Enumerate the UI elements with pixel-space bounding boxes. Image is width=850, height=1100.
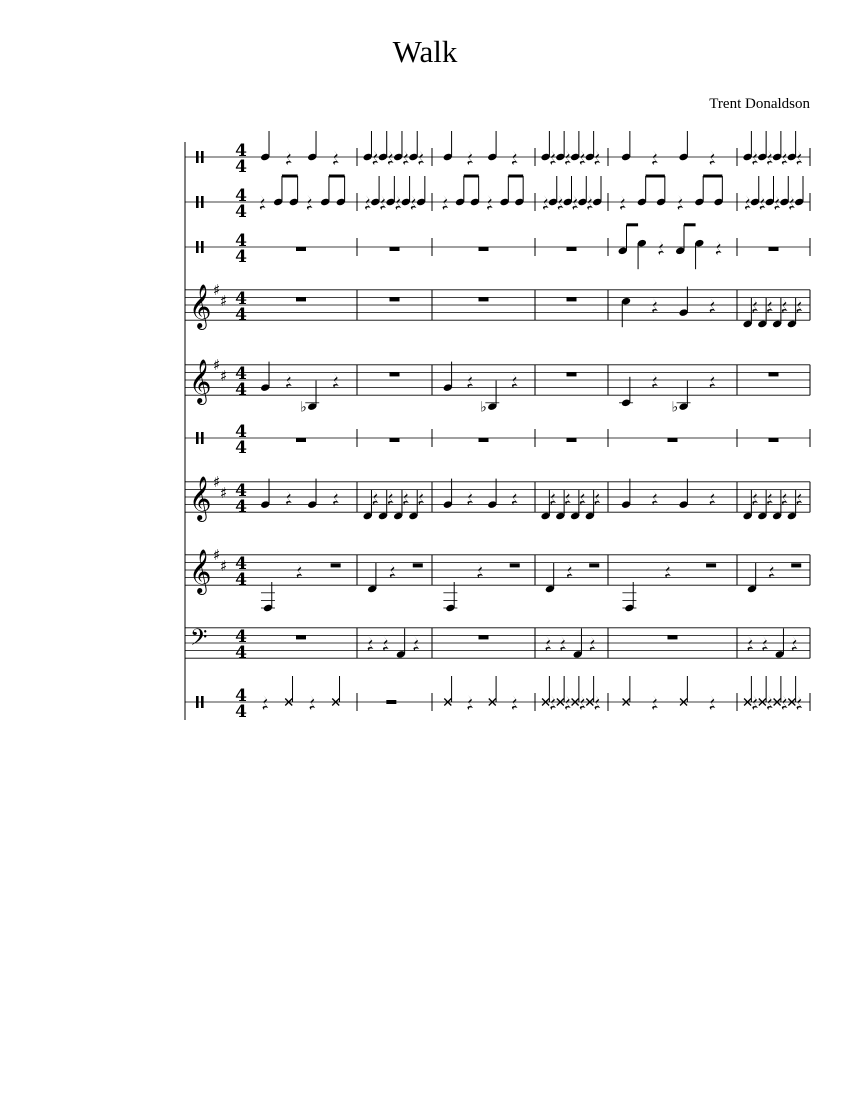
measure (567, 438, 577, 442)
quarter-rest (767, 298, 773, 313)
staff (185, 546, 810, 613)
quarter-rest (782, 150, 788, 165)
treble-clef-icon: 𝄞 (189, 476, 212, 520)
measure (545, 563, 599, 593)
quarter-rest (652, 298, 658, 313)
percussion-clef-icon (201, 196, 204, 208)
quarter-rest (443, 195, 449, 210)
key-sharp-icon: ♯ (220, 557, 228, 576)
quarter-rest (797, 298, 803, 313)
quarter-rest (752, 150, 758, 165)
whole-rest (479, 635, 489, 639)
percussion-clef-icon (201, 696, 204, 708)
measure (567, 297, 577, 301)
quarter-rest (587, 195, 593, 210)
key-sharp-icon: ♯ (213, 472, 221, 491)
quarter-rest (572, 195, 578, 210)
measure (479, 297, 489, 301)
whole-rest (668, 438, 678, 442)
whole-rest (479, 438, 489, 442)
quarter-rest (752, 490, 758, 505)
quarter-rest (546, 636, 552, 651)
quarter-rest (710, 695, 716, 710)
quarter-rest (595, 695, 601, 710)
measure (540, 490, 600, 520)
quarter-rest (413, 636, 419, 651)
quarter-rest (512, 490, 518, 505)
half-rest (510, 563, 520, 567)
time-signature-denominator: 4 (235, 570, 247, 590)
quarter-rest (286, 150, 292, 165)
time-signature-denominator: 4 (235, 438, 247, 458)
flat-icon: ♭ (300, 399, 307, 416)
measure (769, 247, 779, 251)
quarter-rest (767, 695, 773, 710)
key-sharp-icon: ♯ (220, 484, 228, 503)
quarter-rest (710, 298, 716, 313)
quarter-rest (512, 373, 518, 388)
quarter-rest (716, 240, 722, 255)
whole-rest (479, 297, 489, 301)
measure (296, 297, 306, 301)
half-rest (386, 700, 396, 704)
time-signature-denominator: 4 (235, 157, 247, 177)
measure (367, 563, 423, 593)
time-signature-numerator: 4 (235, 141, 247, 161)
quarter-rest (418, 150, 424, 165)
measure (260, 362, 339, 416)
quarter-rest (388, 150, 394, 165)
measure (363, 490, 424, 520)
half-rest (791, 563, 801, 567)
whole-rest (567, 297, 577, 301)
percussion-clef-icon (196, 241, 199, 253)
staff (185, 676, 810, 722)
quarter-rest (580, 490, 586, 505)
quarter-rest (789, 195, 795, 210)
measure (748, 628, 798, 658)
quarter-rest (550, 150, 556, 165)
staff (185, 225, 810, 269)
bass-clef-icon: 𝄢 (190, 625, 208, 656)
quarter-rest (620, 195, 626, 210)
quarter-rest (797, 695, 803, 710)
measure (546, 628, 596, 658)
measure (263, 676, 340, 710)
time-signature-denominator: 4 (235, 497, 247, 517)
time-signature-numerator: 4 (235, 686, 247, 706)
quarter-rest (467, 373, 473, 388)
measure (479, 438, 489, 442)
flat-icon: ♭ (480, 399, 487, 416)
quarter-rest (512, 150, 518, 165)
measure (769, 372, 779, 376)
quarter-rest (595, 150, 601, 165)
percussion-clef-icon (196, 432, 199, 444)
time-signature-numerator: 4 (235, 364, 247, 384)
quarter-rest (769, 563, 775, 578)
time-signature-numerator: 4 (235, 481, 247, 501)
quarter-rest (652, 373, 658, 388)
staff (185, 131, 810, 177)
measure (747, 563, 801, 593)
quarter-rest (652, 695, 658, 710)
quarter-rest (590, 636, 596, 651)
measure (540, 131, 600, 165)
quarter-rest (558, 195, 564, 210)
score-system (185, 131, 810, 722)
whole-rest (296, 438, 306, 442)
quarter-rest (774, 195, 780, 210)
measure (668, 438, 678, 442)
whole-rest (296, 635, 306, 639)
quarter-rest (286, 490, 292, 505)
measure (620, 176, 724, 210)
quarter-rest (390, 563, 396, 578)
quarter-rest (380, 195, 386, 210)
quarter-rest (745, 195, 751, 210)
quarter-rest (307, 195, 313, 210)
quarter-rest (263, 695, 269, 710)
quarter-rest (762, 636, 768, 651)
measure (390, 297, 400, 301)
quarter-rest (797, 490, 803, 505)
score-title: Walk (392, 34, 458, 69)
measure (621, 131, 715, 165)
quarter-rest (260, 195, 266, 210)
percussion-clef-icon (196, 196, 199, 208)
percussion-clef-icon (201, 151, 204, 163)
quarter-rest (487, 195, 493, 210)
time-signature-numerator: 4 (235, 422, 247, 442)
whole-rest (296, 247, 306, 251)
key-sharp-icon: ♯ (213, 355, 221, 374)
measure (390, 247, 400, 251)
quarter-rest (286, 373, 292, 388)
quarter-rest (373, 150, 379, 165)
measure (543, 176, 602, 210)
half-rest (331, 563, 341, 567)
whole-rest (390, 247, 400, 251)
quarter-rest (396, 195, 402, 210)
measure (668, 635, 678, 639)
quarter-rest (477, 563, 483, 578)
quarter-rest (782, 695, 788, 710)
measure (296, 438, 306, 442)
quarter-rest (565, 150, 571, 165)
quarter-rest (297, 563, 303, 578)
time-signature-numerator: 4 (235, 186, 247, 206)
quarter-rest (782, 298, 788, 313)
quarter-rest (710, 150, 716, 165)
measure (443, 176, 525, 210)
treble-clef-icon: 𝄞 (189, 284, 212, 328)
whole-rest (567, 372, 577, 376)
quarter-rest (411, 195, 417, 210)
whole-rest (479, 247, 489, 251)
quarter-rest (767, 150, 773, 165)
quarter-rest (678, 195, 684, 210)
quarter-rest (792, 636, 798, 651)
quarter-rest (595, 490, 601, 505)
staff (185, 473, 810, 522)
measure (386, 700, 396, 704)
measure (368, 628, 419, 658)
measure (619, 373, 715, 416)
quarter-rest (512, 695, 518, 710)
measure (365, 176, 426, 210)
quarter-rest (710, 373, 716, 388)
measure (296, 635, 306, 639)
quarter-rest (760, 195, 766, 210)
quarter-rest (652, 490, 658, 505)
quarter-rest (748, 636, 754, 651)
measure (742, 490, 802, 520)
quarter-rest (565, 695, 571, 710)
time-signature-numerator: 4 (235, 231, 247, 251)
whole-rest (567, 247, 577, 251)
quarter-rest (418, 490, 424, 505)
measure (443, 131, 518, 165)
percussion-clef-icon (196, 696, 199, 708)
measure (390, 438, 400, 442)
staff (185, 356, 810, 416)
key-sharp-icon: ♯ (220, 367, 228, 386)
measure (260, 176, 346, 210)
measure (567, 247, 577, 251)
quarter-rest (565, 490, 571, 505)
whole-rest (390, 297, 400, 301)
quarter-rest (467, 695, 473, 710)
treble-clef-icon: 𝄞 (189, 549, 212, 593)
time-signature-denominator: 4 (235, 305, 247, 325)
whole-rest (390, 372, 400, 376)
quarter-rest (388, 490, 394, 505)
composer-name: Trent Donaldson (709, 96, 810, 112)
whole-rest (296, 297, 306, 301)
measure (622, 563, 716, 612)
whole-rest (769, 372, 779, 376)
measure (260, 131, 339, 165)
percussion-clef-icon (196, 151, 199, 163)
quarter-rest (752, 695, 758, 710)
quarter-rest (467, 150, 473, 165)
whole-rest (567, 438, 577, 442)
percussion-clef-icon (201, 241, 204, 253)
quarter-rest (567, 563, 573, 578)
measure (542, 676, 600, 710)
time-signature-denominator: 4 (235, 380, 247, 400)
time-signature-numerator: 4 (235, 627, 247, 647)
staff (185, 281, 810, 330)
half-rest (589, 563, 599, 567)
measure (479, 247, 489, 251)
measure (745, 176, 804, 210)
measure (443, 563, 519, 612)
staff (185, 625, 810, 663)
measure (479, 635, 489, 639)
measure (769, 438, 779, 442)
measure (567, 372, 577, 376)
quarter-rest (652, 150, 658, 165)
quarter-rest (403, 490, 409, 505)
measure (443, 362, 518, 416)
time-signature-denominator: 4 (235, 643, 247, 663)
whole-rest (769, 247, 779, 251)
measure (296, 247, 306, 251)
staff (185, 422, 810, 458)
quarter-rest (403, 150, 409, 165)
quarter-rest (333, 490, 339, 505)
time-signature-denominator: 4 (235, 702, 247, 722)
percussion-clef-icon (201, 432, 204, 444)
treble-clef-icon: 𝄞 (189, 359, 212, 403)
flat-icon: ♭ (671, 399, 679, 416)
quarter-rest (665, 563, 671, 578)
time-signature-numerator: 4 (235, 554, 247, 574)
quarter-rest (560, 636, 566, 651)
key-sharp-icon: ♯ (213, 280, 221, 299)
quarter-rest (752, 298, 758, 313)
measure (742, 298, 802, 328)
key-sharp-icon: ♯ (220, 292, 228, 311)
quarter-rest (368, 636, 374, 651)
quarter-rest (710, 490, 716, 505)
quarter-rest (543, 195, 549, 210)
quarter-rest (383, 636, 389, 651)
whole-rest (769, 438, 779, 442)
quarter-rest (550, 695, 556, 710)
time-signature-denominator: 4 (235, 202, 247, 222)
key-sharp-icon: ♯ (213, 545, 221, 564)
whole-rest (390, 438, 400, 442)
measure (390, 372, 400, 376)
time-signature-numerator: 4 (235, 289, 247, 309)
quarter-rest (658, 240, 664, 255)
quarter-rest (782, 490, 788, 505)
quarter-rest (333, 373, 339, 388)
quarter-rest (467, 490, 473, 505)
quarter-rest (365, 195, 371, 210)
measure (744, 676, 802, 710)
quarter-rest (580, 695, 586, 710)
half-rest (706, 563, 716, 567)
time-signature-denominator: 4 (235, 247, 247, 267)
measure (261, 563, 341, 612)
quarter-rest (797, 150, 803, 165)
quarter-rest (580, 150, 586, 165)
whole-rest (668, 635, 678, 639)
quarter-rest (373, 490, 379, 505)
quarter-rest (550, 490, 556, 505)
measure (623, 676, 716, 710)
measure (742, 131, 802, 165)
measure (363, 131, 424, 165)
half-rest (413, 563, 423, 567)
quarter-rest (333, 150, 339, 165)
quarter-rest (310, 695, 316, 710)
quarter-rest (767, 490, 773, 505)
staff (185, 176, 810, 222)
measure (621, 287, 715, 328)
measure (444, 676, 517, 710)
